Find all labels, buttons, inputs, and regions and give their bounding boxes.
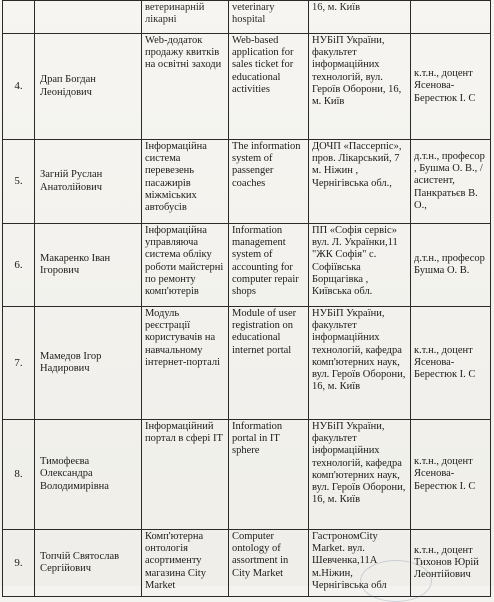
table-row bbox=[3, 420, 491, 530]
student-name: Загній Руслан Анатолійович bbox=[35, 140, 142, 224]
topic-ukrainian: Web-додаток продажу квитків на освітні заходи bbox=[142, 34, 229, 140]
table-row bbox=[3, 140, 491, 224]
table-row bbox=[3, 530, 491, 597]
topic-english: Information management system of accounting for computer repair shops bbox=[229, 224, 309, 307]
topic-ukrainian: Комп'ютерна онтологія асортименту магазина City Market bbox=[142, 530, 229, 597]
supervisor: к.т.н., доцент Тихонов Юрій Леонтійович bbox=[411, 530, 491, 597]
row-number: 9. bbox=[3, 530, 35, 597]
organization: ДОЧП «Пассерпіс», пров. Лікарський, 7 м. Ніжин , Чернігівська обл., bbox=[309, 140, 411, 224]
row-number: 7. bbox=[3, 307, 35, 420]
row-number: 6. bbox=[3, 224, 35, 307]
organization: НУБіП України, факультет інформаційних технологій, вул. Героїв Оборони, 16, м. Київ bbox=[309, 34, 411, 140]
row-number: 4. bbox=[3, 34, 35, 140]
supervisor: к.т.н., доцент Ясенова-Берестюк І. С bbox=[411, 307, 491, 420]
student-name: Мамедов Ігор Надирович bbox=[35, 307, 142, 420]
organization: ПП «Софія сервіс» вул. Л. Українки,11 "ЖК Софія" с. Софіївська Борщагівка , Київська обл. bbox=[309, 224, 411, 307]
topic-ukrainian: Інформаційна управляюча система обліку роботи майстерні по ремонту комп'ютерів bbox=[142, 224, 229, 307]
student-name: Топчій Святослав Сергійович bbox=[35, 530, 142, 597]
topic-ukrainian: ветеринарній лікарні bbox=[142, 1, 229, 34]
supervisor: д.т.н., професор , Бушма О. В., / асистент, Панкратьєв В. О., bbox=[411, 140, 491, 224]
student-name: Тимофеєва Олександра Володимирівна bbox=[35, 420, 142, 530]
student-name bbox=[35, 1, 142, 34]
topic-english: The information system of passenger coaches bbox=[229, 140, 309, 224]
topic-ukrainian: Інформаційний портал в сфері ІТ bbox=[142, 420, 229, 530]
students-table bbox=[2, 0, 491, 597]
row-number: 8. bbox=[3, 420, 35, 530]
supervisor: к.т.н., доцент Ясенова-Берестюк І. С bbox=[411, 34, 491, 140]
topic-english: Computer ontology of assortment in City Market bbox=[229, 530, 309, 597]
supervisor: д.т.н., професор Бушма О. В. bbox=[411, 224, 491, 307]
table-row bbox=[3, 307, 491, 420]
organization: НУБіП України, факультет інформаційних технологій, кафедра комп'ютерних наук, вул. Героїв Оборони, 16, м. Київ bbox=[309, 420, 411, 530]
topic-ukrainian: Інформаційна система перевезень пасажирів міжміських автобусів bbox=[142, 140, 229, 224]
table-row bbox=[3, 224, 491, 307]
table-row bbox=[3, 34, 491, 140]
table-row-partial bbox=[3, 1, 491, 34]
row-number: 5. bbox=[3, 140, 35, 224]
topic-english: Module of user registration on educational internet portal bbox=[229, 307, 309, 420]
student-name: Макаренко Іван Ігорович bbox=[35, 224, 142, 307]
student-name: Драп Богдан Леонідович bbox=[35, 34, 142, 140]
topic-english: Information portal in IT sphere bbox=[229, 420, 309, 530]
row-number bbox=[3, 1, 35, 34]
organization: ГастрономCity Market. вул. Шевченка,11А м.Ніжин, Чернігівська обл bbox=[309, 530, 411, 597]
supervisor bbox=[411, 1, 491, 34]
organization: НУБіП України, факультет інформаційних технологій, кафедра комп'ютерних наук, вул. Героїв Оборони, 16, м. Київ bbox=[309, 307, 411, 420]
topic-ukrainian: Модуль реєстрації користувачів на навчальному інтернет-порталі bbox=[142, 307, 229, 420]
topic-english: Web-based application for sales ticket for educational activities bbox=[229, 34, 309, 140]
supervisor: к.т.н., доцент Ясенова-Берестюк І. С bbox=[411, 420, 491, 530]
organization: 16, м. Київ bbox=[309, 1, 411, 34]
topic-english: veterinary hospital bbox=[229, 1, 309, 34]
